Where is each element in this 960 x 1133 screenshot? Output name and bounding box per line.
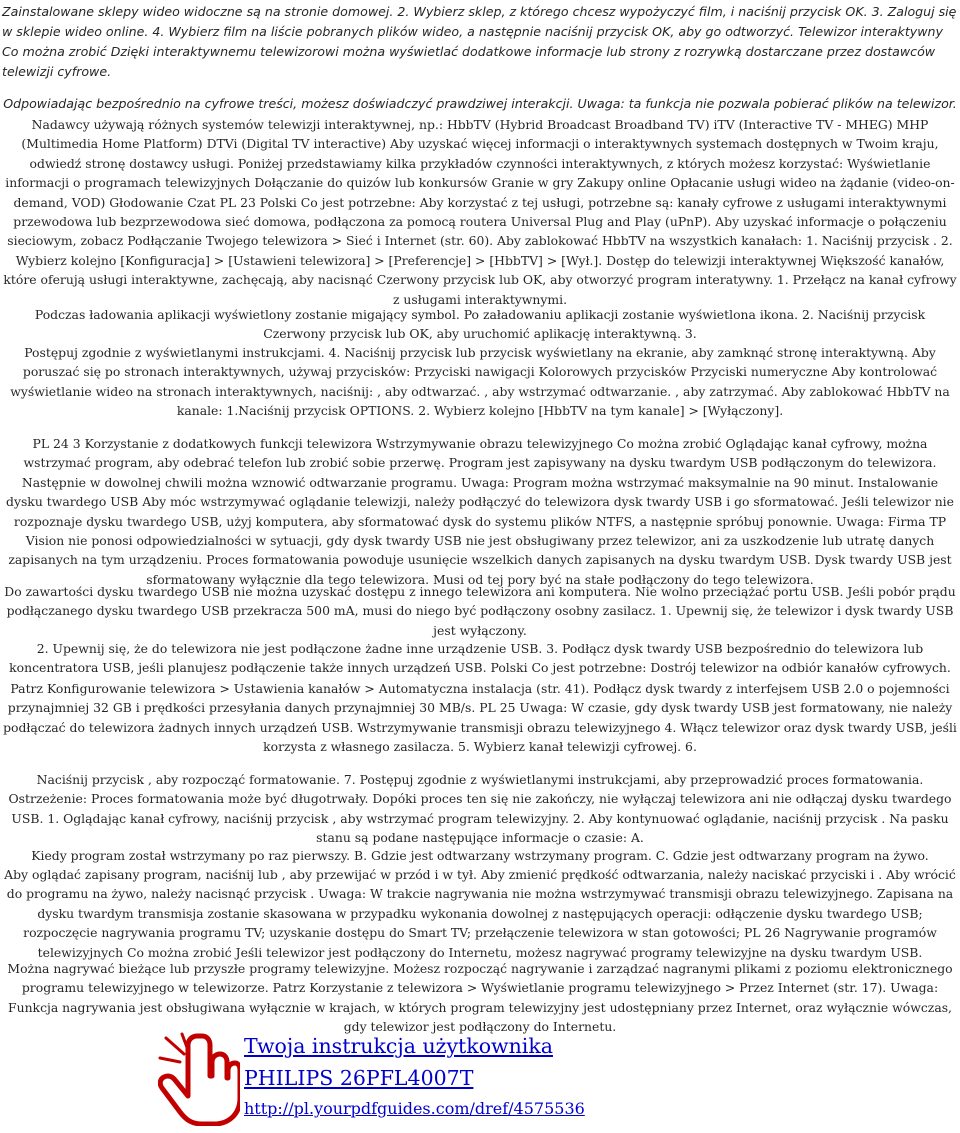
paragraph-recording: Można nagrywać bieżące lub przyszłe programy telewizyjne. Możesz rozpocząć nagrywanie i zarządzać nagranymi plikami z poziomu elektronicznego programu telewizyjnego w telewizorze. Patrz Korzystanie z telewizora > Wyświetlanie programu telewizyjnego > Przez Internet (str. 17). Uwaga: Funkcja nagrywania jest obsługiwana wyłącznie w krajach, w których program telewizyjny jest udostępniany przez Internet, oraz wyłącznie wówczas, gdy telewizor jest podłączony do Internetu. — [7, 961, 953, 1035]
paragraph-status-bar: Kiedy program został wstrzymany po raz pierwszy. B. Gdzie jest odtwarzany wstrzymany program. C. Gdzie jest odtwarzany program na żywo. — [31, 848, 929, 863]
paragraph-loading-app: Podczas ładowania aplikacji wyświetlony zostanie migający symbol. Po załadowaniu aplikacji zostanie wyświetlona ikona. 2. Naciśnij przycisk Czerwony przycisk lub OK, aby uruchomić aplikację interaktywną. 3. — [34, 307, 926, 342]
paragraph-interactive-note: Odpowiadając bezpośrednio na cyfrowe treści, możesz doświadczyć prawdziwej interakcji. Uwaga: ta funkcja nie pozwala pobierać plików na telewizor. — [3, 96, 957, 111]
footer — [158, 1030, 628, 1130]
footer-links — [244, 1030, 634, 1122]
paragraph-playback: Aby oglądać zapisany program, naciśnij lub , aby przewijać w przód i w tył. Aby zmienić prędkość odtwarzania, należy naciskać przyciski i . Aby wrócić do programu na żywo, należy nacisnąć przycisk . Uwaga: W trakcie nagrywania nie można wstrzymywać transmisji obrazu telewizyjnego. Zapisana na dysku twardym transmisja zostanie skasowana w przypadku wykonania dowolnej z następujących operacji: odłączenie dysku twardego USB; rozpoczęcie nagrywania programu TV; uzyskanie dostępu do Smart TV; przełączenie telewizora w stan gotowości; PL 26 Nagrywanie programów telewizyjnych Co można zrobić Jeśli telewizor jest podłączony do Internetu, możesz nagrywać programy telewizyjne na dysku twardym USB. — [4, 867, 956, 960]
hand-pointer-icon — [158, 1032, 240, 1126]
paragraph-usb-connect: 2. Upewnij się, że do telewizora nie jest podłączone żadne inne urządzenie USB. 3. Podłącz dysk twardy USB bezpośrednio do telewizora lub koncentratora USB, jeśli planujesz podłączenie także innych urządzeń USB. Polski Co jest potrzebne: Dostrój telewizor na odbiór kanałów cyfrowych. — [9, 641, 951, 676]
manual-title-link[interactable]: Twoja instrukcja użytkownika — [244, 1034, 553, 1058]
paragraph-usb-access: Do zawartości dysku twardego USB nie można uzyskać dostępu z innego telewizora ani komputera. Nie wolno przeciążać portu USB. Jeśli pobór prądu podłączanego dysku twardego USB przekracza 500 mA, musi do niego być podłączony osobny zasilacz. 1. Upewnij się, że telewizor i dysk twardy USB jest wyłączony. — [4, 584, 956, 638]
paragraph-pause-tv: PL 24 3 Korzystanie z dodatkowych funkcji telewizora Wstrzymywanie obrazu telewizyjnego Co można zrobić Oglądając kanał cyfrowy, można wstrzymać program, aby odebrać telefon lub zrobić sobie przerwę. Program jest zapisywany na dysku twardym USB podłączonym do telewizora. Następnie w dowolnej chwili można wznowić odtwarzanie programu. Uwaga: Program można wstrzymać maksymalnie na 90 minut. Instalowanie dysku twardego USB Aby móc wstrzymywać oglądanie telewizji, należy podłączyć do telewizora dysk twardy USB i go sformatować. Jeśli telewizor nie rozpoznaje dysku twardego USB, użyj komputera, aby sformatować dysk do systemu plików NTFS, a następnie spróbuj ponownie. Uwaga: Firma TP Vision nie ponosi odpowiedzialności w sytuacji, gdy dysk twardy USB nie jest obsługiwany przez telewizor, ani za uszkodzenie lub utratę danych zapisanych na tym urządzeniu. Proces formatowania powoduje usunięcie wszelkich danych zapisanych na dysku twardym USB. Dysk twardy USB jest sformatowany wyłącznie dla tego telewizora. Musi od tej pory być na stałe podłączony do tego telewizora. — [6, 436, 954, 587]
paragraph-start-format: Naciśnij przycisk , aby rozpocząć formatowanie. 7. Postępuj zgodnie z wyświetlanymi instrukcjami, aby przeprowadzić proces formatowania. Ostrzeżenie: Proces formatowania może być długotrwały. Dopóki proces ten się nie zakończy, nie wyłączaj telewizora ani nie odłączaj dysku twardego USB. 1. Oglądając kanał cyfrowy, naciśnij przycisk , aby wstrzymać program telewizyjny. 2. Aby kontynuować oglądanie, naciśnij przycisk . Na pasku stanu są podane następujące informacje o czasie: A. — [8, 772, 952, 846]
source-url-link[interactable]: http://pl.yourpdfguides.com/dref/4575536 — [244, 1099, 585, 1118]
paragraph-follow-instructions: Postępuj zgodnie z wyświetlanymi instrukcjami. 4. Naciśnij przycisk lub przycisk wyświetlany na ekranie, aby zamknąć stronę interaktywną. Aby poruszać się po stronach interaktywnych, używaj przycisków: Przyciski nawigacji Kolorowych przycisków Przyciski numeryczne Aby kontrolować wyświetlanie wideo na stronach interaktywnych, naciśnij: , aby odtwarzać. , aby wstrzymać odtwarzanie. , aby zatrzymać. Aby zablokować HbbTV na kanale: 1.Naciśnij przycisk OPTIONS. 2. Wybierz kolejno [HbbTV na tym kanale] > [Wyłączony]. — [10, 345, 950, 419]
paragraph-video-stores: Zainstalowane sklepy wideo widoczne są na stronie domowej. 2. Wybierz sklep, z którego chcesz wypożyczyć film, i naciśnij przycisk OK. 3. Zaloguj się w sklepie wideo online. 4. Wybierz film na liście pobranych plików wideo, a następnie naciśnij przycisk OK, aby go odtworzyć. Telewizor interaktywny Co można zrobić Dzięki interaktywnemu telewizorowi można wyświetlać dodatkowe informacje lub strony z rozrywką dostarczane przez dostawców telewizji cyfrowe. — [2, 4, 957, 79]
paragraph-interactive-systems: Nadawcy używają różnych systemów telewizji interaktywnej, np.: HbbTV (Hybrid Broadcast Broadband TV) iTV (Interactive TV - MHEG) MHP (Multimedia Home Platform) DTVi (Digital TV interactive) Aby uzyskać więcej informacji o interaktywnych systemach dostępnych w Twoim kraju, odwiedź stronę dostawcy usługi. Poniżej przedstawiamy kilka przykładów czynności interaktywnych, z których możesz korzystać: Wyświetlanie informacji o programach telewizyjnych Dołączanie do quizów lub konkursów Granie w gry Zakupy online Opłacanie usługi wideo na żądanie (video-on-demand, VOD) Głodowanie Czat PL 23 Polski Co jest potrzebne: Aby korzystać z tej usługi, potrzebne są: kanały cyfrowe z usługami interaktywnymi przewodowa lub bezprzewodowa sieć domowa, podłączona za pomocą routera Universal Plug and Play (uPnP). Aby uzyskać informacje o połączeniu sieciowym, zobacz Podłączanie Twojego telewizora > Sieć i Internet (str. 60). Aby zablokować HbbTV na wszystkich kanałach: 1. Naciśnij przycisk . 2. Wybierz kolejno [Konfiguracja] > [Ustawieni telewizora] > [Preferencje] > [HbbTV] > [Wył.]. Dostęp do telewizji interaktywnej Większość kanałów, które oferują usługi interaktywne, zachęcają, aby nacisnąć Czerwony przycisk lub OK, aby otworzyć program interatywny. 1. Przełącz na kanał cyfrowy z usługami interaktywnymi. — [3, 117, 957, 307]
paragraph-configure-tv: Patrz Konfigurowanie telewizora > Ustawienia kanałów > Automatyczna instalacja (str. 41). Podłącz dysk twardy z interfejsem USB 2.0 o pojemności przynajmniej 32 GB i prędkości przesyłania danych przynajmniej 30 MB/s. PL 25 Uwaga: W czasie, gdy dysk twardy USB jest formatowany, nie należy podłączać do telewizora żadnych innych urządzeń USB. Wstrzymywanie transmisji obrazu telewizyjnego 4. Włącz telewizor oraz dysk twardy USB, jeśli korzysta z własnego zasilacza. 5. Wybierz kanał telewizji cyfrowej. 6. — [3, 681, 957, 755]
product-model-link[interactable]: PHILIPS 26PFL4007T — [244, 1066, 474, 1090]
